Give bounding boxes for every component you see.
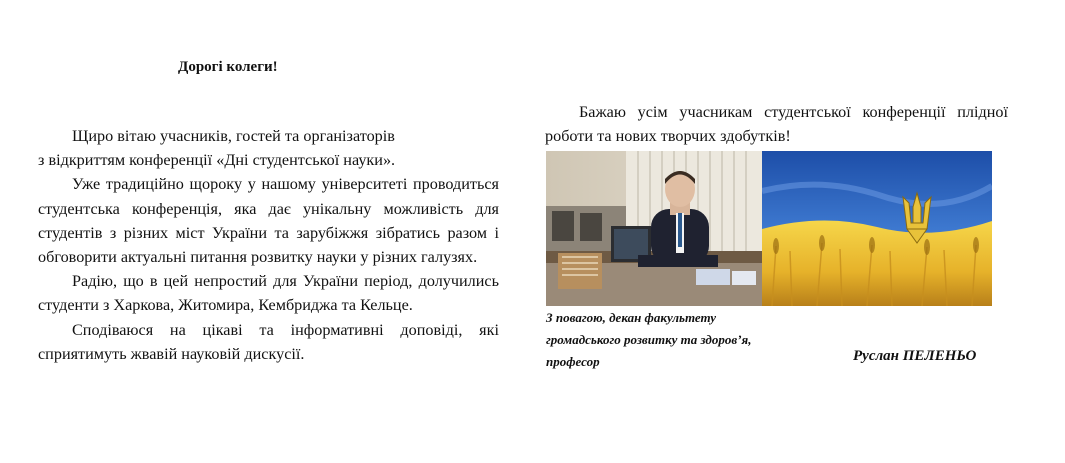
signature-line-2: громадського розвитку та здоров’я,: [546, 332, 752, 347]
welcome-line-1: Щиро вітаю учасників, гостей та організаторів: [72, 127, 395, 145]
ukrainian-flag-image: [762, 151, 992, 306]
paragraph-tradition: Уже традиційно щороку у нашому університеті проводиться студентська конференція, яка дає унікальну можливість для студентів з різних міст України та зарубіжжя зібратись разом і обговорити актуальні питання розвитку науки у різних галузях.: [38, 175, 499, 267]
paragraph-welcome: [38, 124, 499, 172]
letter-greeting: Дорогі колеги!: [178, 59, 278, 75]
paragraph-wishes: Бажаю усім учасникам студентської конференції плідної роботи та нових творчих здобутків!: [545, 103, 1008, 145]
signature-line-1: З повагою, декан факультету: [546, 310, 717, 325]
paragraph-participants: Радію, що в цей непростий для України період, долучились студенти з Харкова, Житомира, Кембриджа та Кельце.: [38, 272, 499, 315]
letter-body-left: [38, 124, 499, 366]
signature-block: [546, 307, 751, 373]
letter-body-right: [545, 100, 1008, 148]
welcome-line-2: з відкриттям конференції «Дні студентської науки».: [38, 151, 396, 170]
signature-name: Руслан ПЕЛЕНЬО: [853, 348, 977, 364]
dean-portrait-photo: [546, 151, 762, 306]
signature-line-3: професор: [546, 354, 600, 369]
paragraph-hopes: Сподіваюся на цікаві та інформативні доповіді, які сприятимуть жвавій науковій дискусії.: [38, 320, 499, 363]
